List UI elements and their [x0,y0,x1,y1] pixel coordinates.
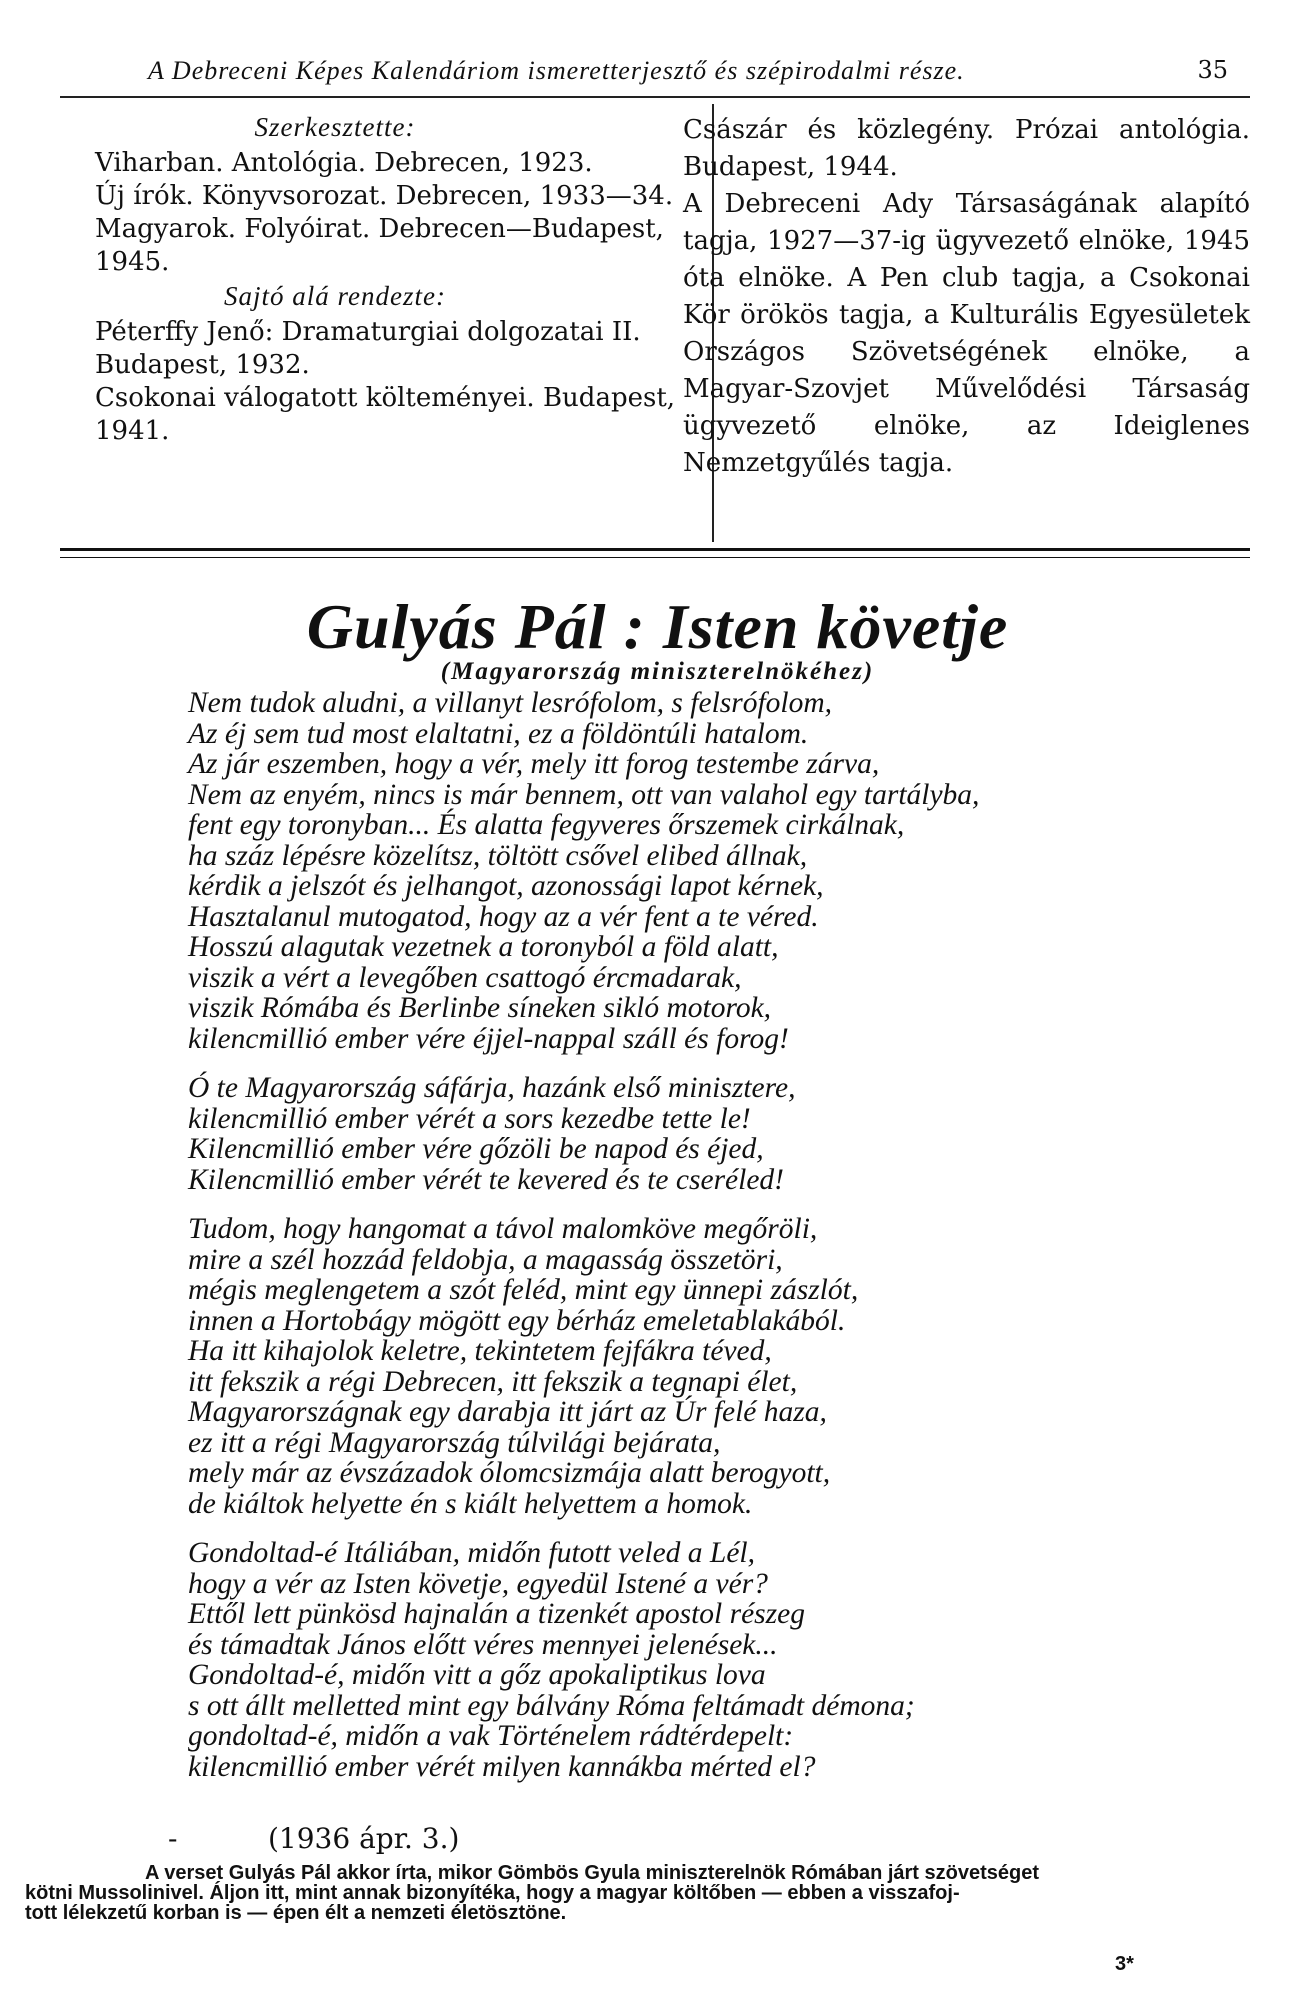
poem-line: Az jár eszemben, hogy a vér, mely itt forog testembe zárva, [188,748,880,780]
list-item: Viharban. Antológia. Debrecen, 1923. [95,148,593,178]
edited-list [95,147,705,279]
published-label: Sajtó alá rendezte: [224,281,446,311]
edited-label: Szerkesztette: [254,112,416,142]
running-header [60,52,1250,98]
list-item: Péterffy Jenő: Dramaturgiai dolgozatai II. Budapest, 1932. [95,317,641,380]
poem-line: fent egy toronyban... És alatta fegyveres őrszemek cirkálnak, [188,809,905,841]
poem-line: kilencmillió ember vére éjjel-nappal száll és forog! [188,1022,789,1055]
list-item: Új írók. Könyvsorozat. Debrecen, 1933—34. [95,181,674,211]
published-list [95,316,705,448]
stanza [188,1073,1268,1195]
poem-line: Kilencmillió ember vérét te kevered és te cseréled! [188,1163,785,1196]
poem-line: s ott állt melletted mint egy bálvány Róma feltámadt démona; [188,1689,915,1722]
poem-line: Ettől lett pünkösd hajnalán a tizenkét apostol részeg [188,1598,805,1630]
section-divider [60,548,1250,558]
list-item: Császár és közlegény. Prózai antológia. Budapest, 1944. [683,115,1250,182]
poem-subtitle: (Magyarország miniszterelnökéhez) [440,658,875,685]
poem-line: ez itt a régi Magyarország túlvilági bejárata, [188,1426,721,1459]
page-number: 35 [1197,56,1228,84]
poem-line: itt fekszik a régi Debrecen, itt fekszik a tegnapi élet, [188,1365,798,1398]
poem-line: hogy a vér az Isten követje, egyedül Istené a vér? [188,1567,768,1600]
stanza [188,1538,1268,1782]
poem-line: Magyarországnak egy darabja itt járt az Úr felé haza, [188,1396,827,1428]
poem-line: kérdik a jelszót és jelhangot, azonossági lapot kérnek, [188,870,824,902]
list-item: Magyarok. Folyóirat. Debrecen—Budapest, 1945. [95,214,664,277]
poem-line: innen a Hortobágy mögött egy bérház emeletablakából. [188,1304,846,1337]
footnote-line: kötni Mussolinivel. Áljon itt, mint annak bizonyítéka, hogy a magyar költőben — ebben a visszafoj- [25,1882,960,1904]
poem-line: Nem tudok aludni, a villanyt lesrófolom, s felsrófolom, [188,687,833,719]
stanza [188,688,1268,1054]
poem-line: mely már az évszázadok ólomcsizmája alatt berogyott, [188,1457,831,1489]
list-item: Csokonai válogatott költeményei. Budapest, 1941. [95,383,676,446]
poem-line: kilencmillió ember vérét milyen kannákba mérted el? [188,1750,816,1783]
poem-line: Ha itt kihajolok keletre, tekintetem fejfákra téved, [188,1335,772,1367]
poem-line: ha száz lépésre közelítsz, töltött csővel elibed állnak, [188,839,808,872]
poem-date-text: (1936 ápr. 3.) [268,1822,460,1855]
dash-mark: - [168,1822,178,1855]
poem-line: Nem az enyém, nincs is már bennem, ott van valahol egy tartályba, [188,778,980,811]
poem-line: Gondoltad-é Itáliában, midőn futott veled a Lél, [188,1537,755,1569]
poem-line: Hasztalanul mutogatod, hogy az a vér fent a te véred. [188,900,819,933]
list-item: A Debreceni Ady Társaságának alapító tagja, 1927—37-ig ügyvezető elnöke, 1945 óta elnöke. A Pen club tagja, a Csokonai Kör örökös tagja, a Kulturális Egyesületek Országos Szövetségének elnöke, a Magyar-Szovjet Művelődési Társaság ügyvezető elnöke, az Ideiglenes Nemzetgyűlés tagja. [683,189,1250,478]
biography-columns [60,112,1250,542]
poem-line: gondoltad-é, midőn a vak Történelem rádtérdepelt: [188,1720,794,1752]
poem-line: Tudom, hogy hangomat a távol malomköve megőröli, [188,1213,818,1245]
poem-body [188,688,1268,1801]
footnote [25,1863,1245,1923]
poem-title: Gulyás Pál : Isten követje [306,591,1009,662]
left-column [95,112,705,450]
running-header-title: A Debreceni Képes Kalendáriom ismeretterjesztő és szépirodalmi része. [148,56,965,85]
poem-line: és támadtak János előtt véres mennyei jelenések... [188,1628,778,1661]
poem-line: de kiáltok helyette én s kiált helyettem a homok. [188,1487,753,1520]
right-column [683,112,1250,482]
poem-line: Gondoltad-é, midőn vitt a gőz apokaliptikus lova [188,1659,766,1691]
poem-line: mégis meglengetem a szót feléd, mint egy ünnepi zászlót, [188,1274,859,1306]
footnote-line: A verset Gulyás Pál akkor írta, mikor Gömbös Gyula miniszterelnök Rómában járt szövetséget [145,1862,1040,1884]
poem-line: viszik a vért a levegőben csattogó ércmadarak, [188,961,742,994]
poem-date [168,1822,459,1855]
poem-line: kilencmillió ember vérét a sors kezedbe tette le! [188,1102,751,1135]
poem-line: viszik Rómába és Berlinbe síneken sikló motorok, [188,992,772,1024]
poem-line: mire a szél hozzád feldobja, a magasság összetöri, [188,1243,783,1276]
signature-mark: 3* [1115,1953,1134,1975]
poem-line: Kilencmillió ember vére gőzöli be napod és éjed, [188,1133,764,1165]
poem-line: Hosszú alagutak vezetnek a toronyból a föld alatt, [188,931,779,963]
stanza [188,1214,1268,1519]
footnote-line: tott lélekzetű korban is — épen élt a nemzeti életösztöne. [25,1902,567,1924]
poem-line: Ó te Magyarország sáfárja, hazánk első minisztere, [188,1072,796,1104]
poem-line: Az éj sem tud most elaltatni, ez a földöntúli hatalom. [188,717,809,750]
